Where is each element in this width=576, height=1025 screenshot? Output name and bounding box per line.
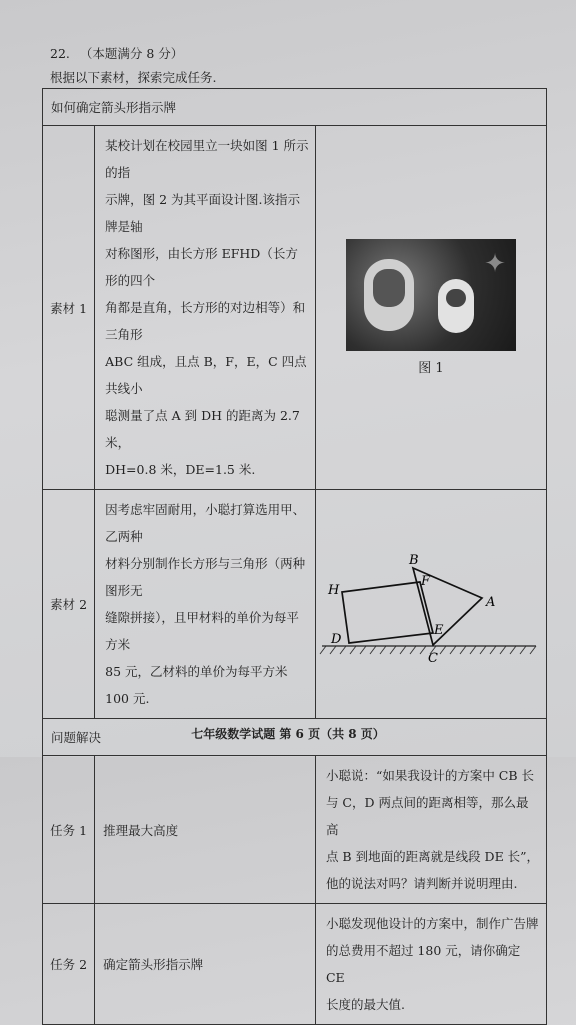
task2-text [315, 904, 546, 1025]
figure1-cell [315, 126, 546, 490]
material2-line: 材料分别制作长方形与三角形（两种图形无 [105, 556, 306, 598]
point-label-F: F [420, 573, 430, 589]
point-label-D: D [330, 631, 342, 647]
material1-line: DH=0.8 米，DE=1.5 米. [105, 462, 256, 477]
figure2-cell [315, 490, 546, 719]
task1-label: 任务 1 [43, 756, 95, 904]
question-score: （本题满分 8 分） [79, 46, 184, 61]
mascot-figure [438, 279, 474, 333]
task2-line: 小聪发现他设计的方案中，制作广告牌 [325, 916, 539, 931]
question-number: 22. [50, 46, 70, 61]
figure1-photo [346, 239, 516, 351]
material1-text [95, 126, 316, 490]
point-label-C: C [427, 650, 438, 664]
star-decoration-icon: ✦ [484, 249, 506, 279]
question-header [50, 44, 183, 62]
task1-line: 他的说法对吗？请判断并说明理由. [325, 876, 518, 891]
section-title-design: 如何确定箭头形指示牌 [43, 89, 547, 126]
point-label-H: H [327, 582, 340, 598]
material2-line: 因考虑牢固耐用，小聪打算选用甲、乙两种 [105, 502, 306, 544]
material1-line: 聪测量了点 A 到 DH 的距离为 2.7 米， [105, 408, 300, 450]
material1-line: 角都是直角，长方形的对边相等）和三角形 [105, 300, 306, 342]
question-intro: 根据以下素材，探索完成任务. [50, 70, 217, 85]
task2-line: 长度的最大值. [325, 997, 405, 1012]
sign-geometry-diagram [316, 542, 541, 664]
task1-line: 与 C，D 两点间的距离相等，那么最高 [325, 795, 529, 837]
task2-line: 的总费用不超过 180 元，请你确定 CE [325, 943, 521, 985]
material1-line: 示牌，图 2 为其平面设计图.该指示牌是轴 [105, 192, 300, 234]
section-title-solve: 问题解决 [43, 719, 547, 756]
point-label-E: E [433, 622, 444, 638]
problem-table [42, 88, 547, 1025]
material1-label: 素材 1 [43, 126, 95, 490]
material1-line: ABC 组成，且点 B，F，E，C 四点共线小 [105, 354, 307, 396]
point-label-A: A [485, 594, 496, 610]
task1-title: 推理最大高度 [95, 756, 316, 904]
task2-label: 任务 2 [43, 904, 95, 1025]
point-label-B: B [408, 552, 419, 568]
material2-text [95, 490, 316, 719]
material2-label: 素材 2 [43, 490, 95, 719]
task1-line: 点 B 到地面的距离就是线段 DE 长”， [325, 849, 540, 864]
material1-line: 某校计划在校园里立一块如图 1 所示的指 [105, 138, 309, 180]
task1-line: 小聪说：“如果我设计的方案中 CB 长 [325, 768, 535, 783]
task2-title: 确定箭头形指示牌 [95, 904, 316, 1025]
material2-line: 85 元，乙材料的单价为每平方米 100 元. [105, 664, 288, 706]
page-footer: 七年级数学试题 第 6 页（共 8 页） [191, 727, 385, 741]
material1-line: 对称图形，由长方形 EFHD（长方形的四个 [105, 246, 298, 288]
task1-text [315, 756, 546, 904]
figure1-caption: 图 1 [418, 361, 444, 376]
material2-line: 缝隙拼接），且甲材料的单价为每平方米 [105, 610, 299, 652]
mascot-figure [364, 259, 414, 331]
